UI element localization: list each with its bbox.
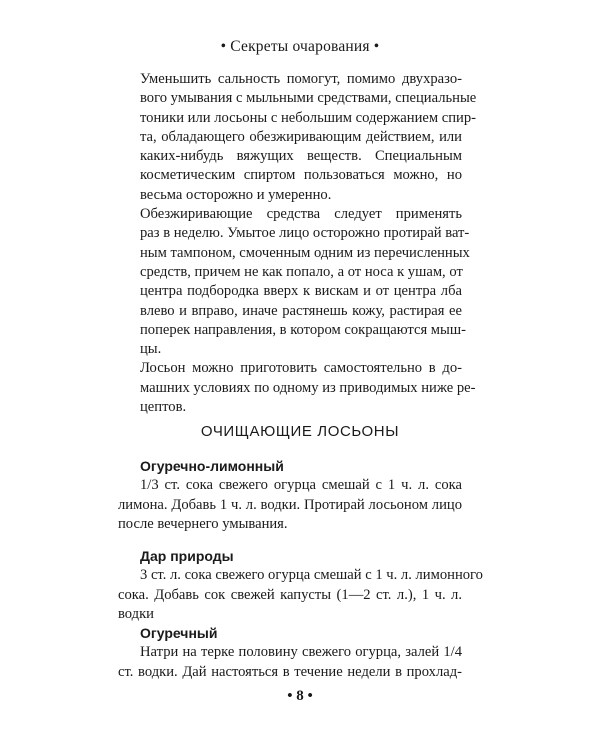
recipe-body [118, 643, 462, 682]
text-line: сока. Добавь сок свежей капусты (1—2 ст. л.), 1 ч. л. [118, 586, 462, 603]
section-heading: ОЧИЩАЮЩИЕ ЛОСЬОНЫ [200, 423, 400, 440]
text-line: после вечернего умывания. [118, 515, 288, 532]
text-line: раз в неделю. Умытое лицо осторожно протирай ват- [140, 225, 470, 242]
text-line: лимона. Добавь 1 ч. л. водки. Протирай лосьоном лицо [118, 496, 462, 513]
text-line: средств, причем не как попало, а от носа к ушам, от [140, 263, 463, 280]
text-line: 1/3 ст. сока свежего огурца смешай с 1 ч. л. сока [140, 477, 462, 494]
text-line: Обезжиривающие средства следует применять [140, 206, 462, 223]
text-line: цептов. [140, 399, 187, 416]
text-line: вого умывания с мыльными средствами, специальные [140, 90, 477, 107]
recipe-title: Огуречный [140, 625, 218, 641]
text-line: та, обладающего обезжиривающим действием, или [140, 128, 462, 145]
text-line: весьма осторожно и умеренно. [140, 186, 332, 203]
text-line: Лосьон можно приготовить самостоятельно в до- [140, 360, 462, 377]
recipe-title: Дар природы [140, 548, 234, 564]
recipe-body [118, 476, 462, 534]
paragraph-2 [118, 205, 470, 359]
text-line: 3 ст. л. сока свежего огурца смешай с 1 ч. л. лимонного [140, 567, 483, 584]
text-line: водки [118, 605, 154, 622]
text-line: Натри на терке половину свежего огурца, залей 1/4 [140, 644, 462, 661]
text-line: Уменьшить сальность помогут, помимо двухразо- [140, 71, 462, 87]
text-line: машних условиях по одному из приводимых ниже ре- [140, 379, 476, 396]
recipe-body [118, 566, 483, 624]
recipe-cucumber-lemon [118, 457, 462, 534]
text-line: ным тампоном, смоченным одним из перечисленных [140, 244, 470, 261]
text-line: ст. водки. Дай настояться в течение недели в прохлад- [118, 663, 462, 680]
text-line: цы. [140, 341, 162, 358]
paragraph-3 [118, 359, 476, 417]
text-line: влево и вправо, иначе растянешь кожу, растирая ее [140, 302, 462, 319]
text-line: тоники или лосьоны с небольшим содержанием спир- [140, 109, 476, 126]
text-line: поперек направления, в котором сокращаются мыш- [140, 321, 466, 338]
page-number: • 8 • [287, 688, 313, 704]
running-header: • Секреты очарования • [220, 38, 380, 55]
intro-text [118, 70, 477, 417]
text-line: косметическим спиртом пользоваться можно, но [140, 167, 462, 184]
paragraph-1 [118, 70, 477, 205]
text-line: центра подбородка вверх к вискам и от центра лба [140, 283, 462, 300]
recipe-gift-of-nature [118, 547, 483, 624]
recipe-cucumber [118, 624, 462, 682]
recipe-title: Огуречно-лимонный [140, 458, 284, 474]
text-line: каких-нибудь вяжущих веществ. Специальным [140, 148, 462, 165]
